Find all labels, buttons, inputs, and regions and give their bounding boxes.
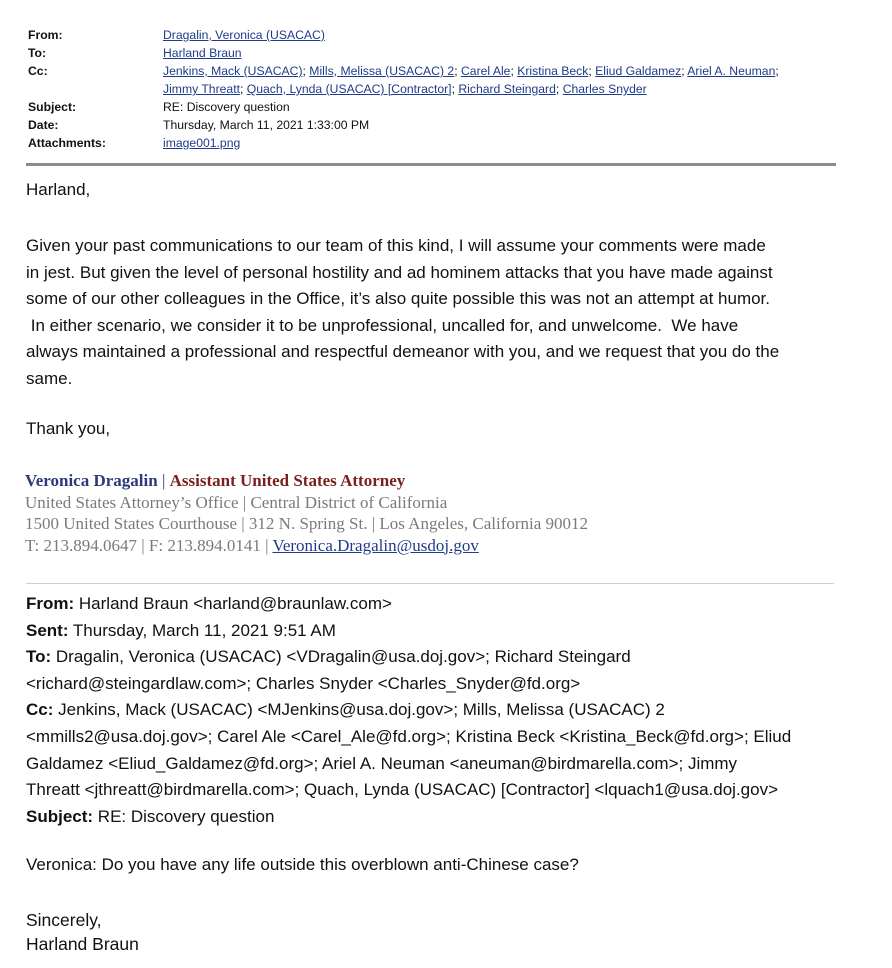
- subject-label: Subject:: [28, 100, 77, 114]
- paragraph-line: Given your past communications to our team of this kind, I will assume your comments were made: [26, 236, 766, 255]
- attachment-link[interactable]: image001.png: [163, 136, 241, 150]
- signature-phones: T: 213.894.0647 | F: 213.894.0141 |: [25, 535, 273, 555]
- signature-address: 1500 United States Courthouse | 312 N. Spring St. | Los Angeles, California 90012: [25, 514, 589, 533]
- email-header: [28, 26, 836, 152]
- signature-contact: [25, 535, 588, 557]
- orig-from-row: [26, 591, 846, 618]
- orig-cc-value: Jenkins, Mack (USACAC) <MJenkins@usa.doj.gov>; Mills, Melissa (USACAC) 2: [53, 700, 665, 720]
- orig-sent-row: [26, 618, 846, 645]
- cc-link[interactable]: Mills, Melissa (USACAC) 2: [309, 64, 455, 78]
- orig-to-label: To:: [26, 647, 52, 667]
- quoted-closing: [26, 908, 139, 956]
- cc-link[interactable]: Richard Steingard: [458, 82, 556, 96]
- cc-link[interactable]: Jimmy Threatt: [163, 82, 240, 96]
- cc-link[interactable]: Carel Ale: [461, 64, 511, 78]
- quoted-message-header: [26, 591, 846, 830]
- header-cc-row: [28, 62, 836, 98]
- paragraph-line: in jest. But given the level of personal hostility and ad hominem attacks that you have made against: [26, 262, 773, 282]
- reply-paragraph: [26, 233, 846, 392]
- orig-cc-continued: Galdamez <Eliud_Galdamez@fd.org>; Ariel A. Neuman <aneuman@birdmarella.com>; Jimmy: [26, 753, 738, 773]
- paragraph-line: some of our other colleagues in the Office, it’s also quite possible this was not an attempt at humor.: [26, 289, 771, 308]
- quote-divider: [26, 583, 834, 584]
- signature-line-1: [25, 470, 588, 492]
- orig-to-value: Dragalin, Veronica (USACAC) <VDragalin@usa.doj.gov>; Richard Steingard: [51, 647, 631, 667]
- signature-email-link[interactable]: Veronica.Dragalin@usdoj.gov: [272, 535, 479, 555]
- orig-cc-label: Cc:: [26, 700, 54, 720]
- header-attachments-row: [28, 134, 836, 152]
- header-from-row: [28, 26, 836, 44]
- paragraph-line: In either scenario, we consider it to be unprofessional, uncalled for, and unwelcome. We have: [26, 315, 739, 335]
- header-date-row: [28, 116, 836, 134]
- cc-link[interactable]: Jenkins, Mack (USACAC): [163, 64, 303, 78]
- orig-subject-label: Subject:: [26, 806, 94, 826]
- from-link[interactable]: Dragalin, Veronica (USACAC): [163, 28, 325, 42]
- date-label: Date:: [28, 118, 59, 132]
- signature-block: [25, 470, 588, 556]
- to-label: To:: [28, 46, 47, 60]
- orig-to-row: [26, 644, 846, 671]
- paragraph-line: always maintained a professional and respectful demeanor with you, and we request that you do the: [26, 342, 780, 361]
- orig-from-value: Harland Braun <harland@braunlaw.com>: [74, 594, 392, 613]
- orig-to-continued: <richard@steingardlaw.com>; Charles Snyder <Charles_Snyder@fd.org>: [26, 673, 581, 693]
- orig-sent-label: Sent:: [26, 620, 69, 640]
- thanks: Thank you,: [26, 419, 111, 438]
- cc-link[interactable]: Ariel A. Neuman: [687, 64, 776, 78]
- orig-subject-row: [26, 804, 846, 831]
- to-link[interactable]: Harland Braun: [163, 46, 242, 60]
- orig-cc-row: [26, 697, 846, 724]
- orig-subject-value: RE: Discovery question: [93, 806, 275, 826]
- paragraph-line: same.: [26, 368, 73, 388]
- greeting: Harland,: [26, 180, 91, 199]
- cc-list: Jenkins, Mack (USACAC); Mills, Melissa (USACAC) 2; Carel Ale; Kristina Beck; Eliud Galdamez; Ariel A. Neuman; Jimmy Threatt; Quach, Lynda (USACAC) [Contractor]; Richard Steingard; Charles Snyder: [163, 64, 779, 96]
- cc-link[interactable]: Quach, Lynda (USACAC) [Contractor]: [246, 82, 452, 96]
- attachments-label: Attachments:: [28, 136, 106, 150]
- date-value: Thursday, March 11, 2021 1:33:00 PM: [163, 118, 370, 132]
- header-subject-row: [28, 98, 836, 116]
- quoted-question: Veronica: Do you have any life outside this overblown anti-Chinese case?: [26, 855, 579, 874]
- cc-label: Cc:: [28, 64, 48, 78]
- signature-divider: |: [157, 471, 170, 490]
- orig-from-label: From:: [26, 594, 75, 613]
- cc-link[interactable]: Eliud Galdamez: [595, 64, 682, 78]
- cc-link[interactable]: Kristina Beck: [517, 64, 589, 78]
- signature-title: Assistant United States Attorney: [169, 471, 406, 490]
- from-label: From:: [28, 28, 63, 42]
- orig-sent-value: Thursday, March 11, 2021 9:51 AM: [68, 620, 336, 640]
- subject-value: RE: Discovery question: [163, 100, 290, 114]
- orig-cc-continued: Threatt <jthreatt@birdmarella.com>; Quach, Lynda (USACAC) [Contractor] <lquach1@usa.doj.gov>: [26, 780, 779, 800]
- closing-phrase: Sincerely,: [26, 910, 102, 930]
- signature-office: United States Attorney’s Office | Central District of California: [25, 492, 448, 512]
- header-divider: [26, 163, 836, 166]
- signature-name: Veronica Dragalin: [25, 471, 158, 490]
- closing-name: Harland Braun: [26, 934, 139, 954]
- cc-link[interactable]: Charles Snyder: [562, 82, 647, 96]
- header-to-row: [28, 44, 836, 62]
- orig-cc-continued: <mmills2@usa.doj.gov>; Carel Ale <Carel_Ale@fd.org>; Kristina Beck <Kristina_Beck@fd.org>; Eliud: [26, 726, 792, 746]
